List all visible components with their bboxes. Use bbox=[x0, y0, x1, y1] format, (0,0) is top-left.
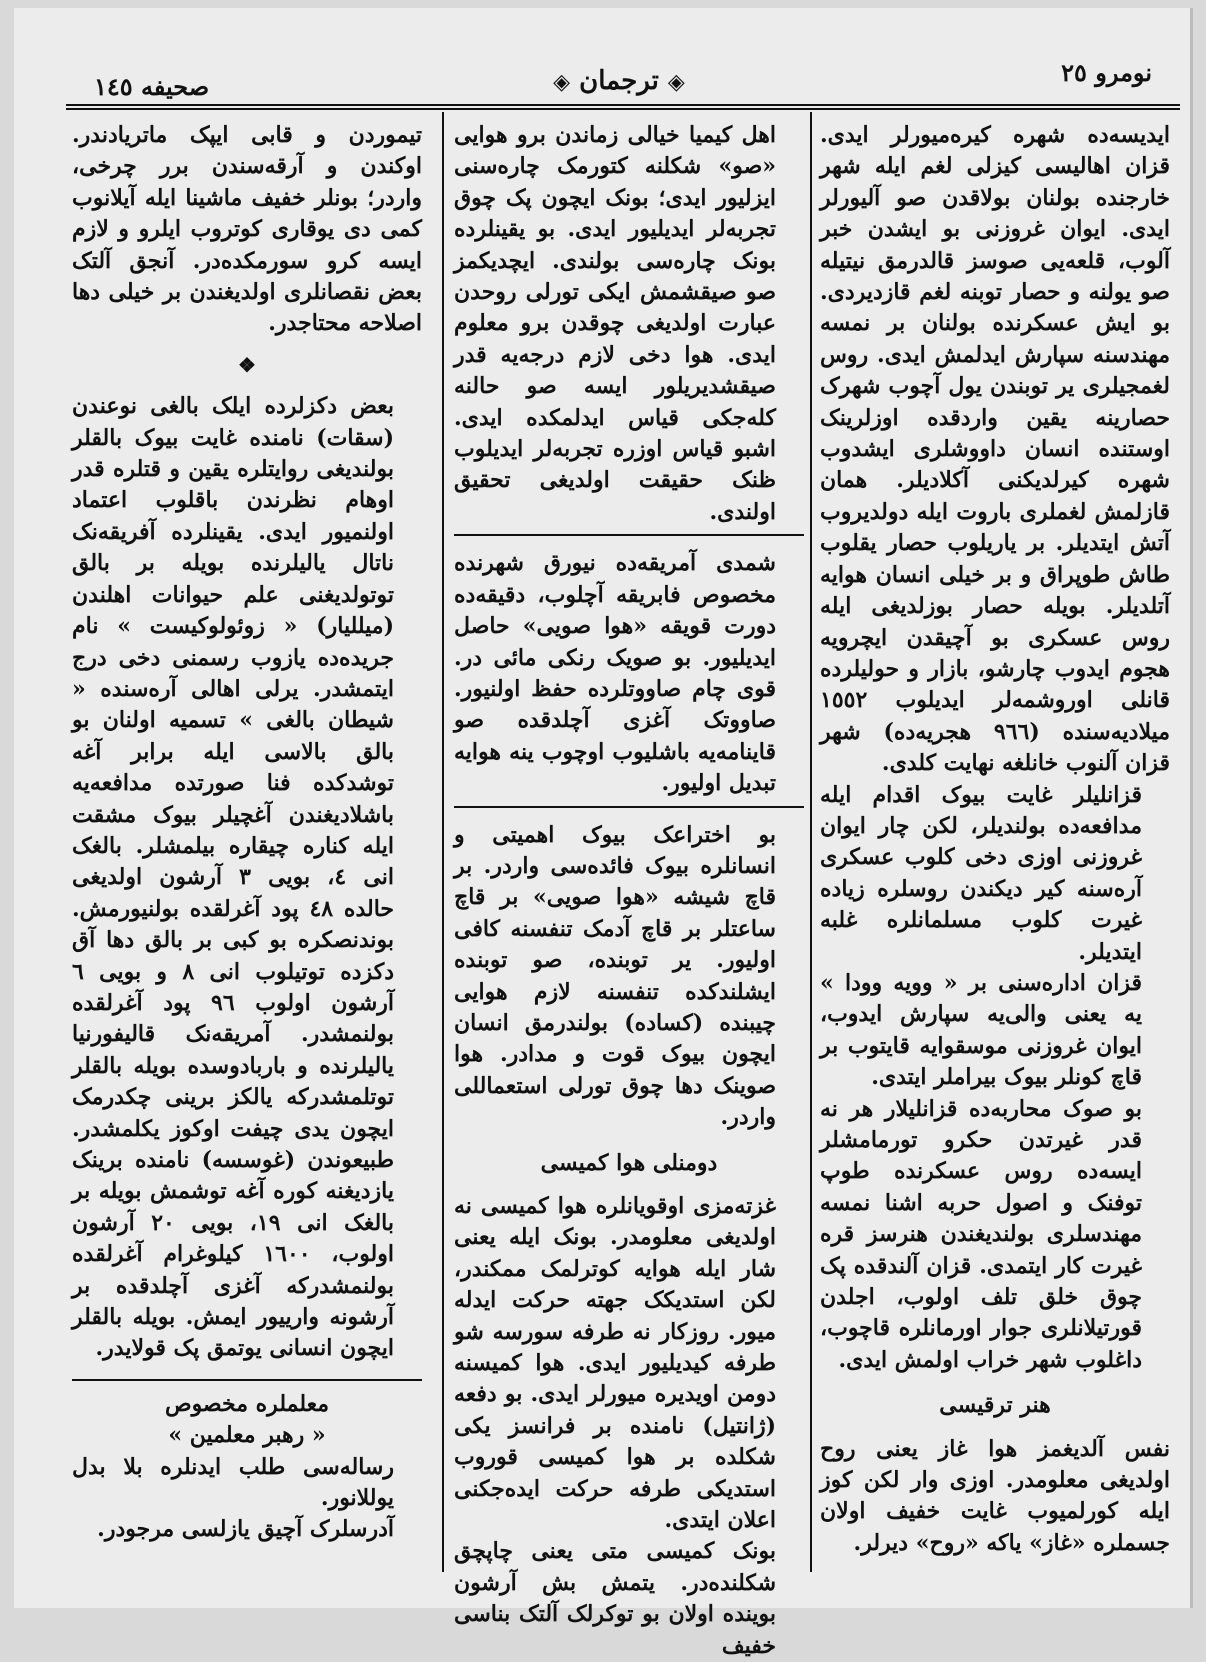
article-paragraph: بعض دکزلرده ایلک بالغی نوعندن (سقات) نامنده غایت بیوک بالقلر بولندیغی روایتلره یقین و قتلره قدر اوهام نظرندن باقلوب اعتماد اولنمیور ایدی. یقینلرده آفریقه‌نک ناتال یالیلرنده بویله بر بالق توتولدیغنی علم حیوانات اهلندن (میللیار) « زوئولوکیست » نام جریده‌ده یازوب رسمنی دخی درج ایتمشدر. یرلی اهالی آره‌سنده « شیطان بالغی » تسمیه اولنان بو بالق بالاسی ایله برابر آغه توشدکده فنا صورتده مدافعه‌یه باشلادیغندن آغچیلر بیوک مشقت ایله کناره چیقاره بیلمشلر. بالغک انی ٤، بویی ٣ آرشون اولدیغی حالده ٤٨ پود آغرلقده بولنیورمش. بوندنصکره بو کبی بر بالق دها آق دکزده توتیلوب انی ٨ و بویی ٦ آرشون اولوب ٩٦ پود آغرلقده بولنمشدر. آمریقه‌نک قالیفورنیا یالیلرنده و باربادوسده بویله بالقلر توتلمشدرکه یالکز برینی چکدرمک ایچون یدی چیفت اوکوز یکلمشدر. طبیعوندن (غوسسه) نامنده برینک یازدیغنه کوره آغه توشمش بویله بر بالغک انی ١٩، بویی ٢٠ آرشون اولوب، ١٦٠٠ کیلوغرام آغرلقده بولنمشدرکه آغزی آچلدقده بر آرشونه وارییور ایمش. بویله بالقلر ایچون انسانی یوتمق پک قولایدر. bbox=[72, 393, 395, 1362]
header-rule bbox=[66, 104, 1180, 110]
article-paragraph: بو اختراعک بیوک اهمیتی و انسانلره بیوک فائده‌سی واردر. بر قاچ شیشه «هوا صویی» بر قاچ ساعتلر بر قاچ آدمک تنفسنه کافی اولیور. یر توبنده، صو توبنده ایشلندکده تنفسنه لازم هوایی چیبنده (کساده) بولندرمق انسان ایچون بیوک قوت و مدادر. هوا صوینک دها چوق تورلی استعماللی واردر. bbox=[454, 821, 776, 1131]
section-heading: هنر ترقیسی bbox=[939, 1392, 1051, 1419]
article-paragraph: قزانلیلر غایت بیوک اقدام ایله مدافعه‌ده بولندیلر، لکن چار ایوان غروزنی اوزی دخی کلوب عسکری آره‌سنه کیر دیکندن روسلره زیاده غیرت کلوب مسلمانلره غلبه ایتدیلر. bbox=[820, 781, 1142, 965]
notice-rule bbox=[72, 1379, 422, 1381]
column-divider bbox=[810, 112, 812, 1572]
notice-footer: آدرسلرک آچیق یازلسی مرجودر. bbox=[97, 1516, 394, 1543]
separator-ornament-icon: ❖ bbox=[238, 352, 256, 377]
notice-text: رساله‌سی طلب ایدنلره بلا بدل یوللانور. bbox=[72, 1453, 394, 1512]
article-paragraph: قزان اداره‌سنی بر « وویه وودا » یه یعنی والی‌یه سپارش ایدوب، ایوان غروزنی موسقوایه قایتوب بر قاچ کونلر بیوک بیراملر ایتدی. bbox=[820, 969, 1142, 1091]
ornament-icon: ◈ bbox=[667, 69, 685, 95]
ornament-icon: ◈ bbox=[553, 69, 571, 95]
paragraph-rule bbox=[454, 534, 804, 536]
article-paragraph: غزته‌مزی اوقویانلره هوا کمیسی نه اولدیغی معلومدر. بونک ایله یعنی شار ایله هوایه کوترلمک ممکندر، لکن استدیکک جهته حرکت ایدله میور. روزکار نه طرفه سورسه شو طرفه کیدیلیور ایدی. هوا کمیسنه دومن اویدیره میورلر ایدی. بو دفعه (ژانتیل) نامنده بر فرانسز یکی شکلده بر هوا کمیسی قوروب استدیکی طرفه حرکت ایده‌جکنی اعلان ایتدی. bbox=[454, 1193, 776, 1534]
newspaper-page bbox=[14, 8, 1193, 1659]
notice-title: معلملره مخصوص bbox=[164, 1390, 330, 1417]
article-paragraph: بو صوک محاربه‌ده قزانلیلار هر نه قدر غیرتدن حکرو تورمامشلر ایسه‌ده روس عسکرنده طوپ توفنک و اصول حربه اشنا نمسه مهندسلری بولندیغندن هنرسز قره غیرت کار ایتمدی. قزان آلندقده پک چوق خلق تلف اولوب، اجلدن قورتیلانلری جوار اورمانلره قاچوب، داغلوب شهر خراب اولمش ایدی. bbox=[820, 1095, 1142, 1373]
middle-column bbox=[454, 120, 804, 1659]
article-paragraph: اهل کیمیا خیالی زماندن برو هوایی «صو» شکلنه کتورمک چاره‌سنی ایزلیور ایدی؛ بونک ایچون پک چوق تجربه‌لر ایدیلیور ایدی. بو یقینلرده بونک چاره‌سی بولندی. ایچدیکمز صو صیقشمش ایکی تورلی روحدن عبارت اولدیغی چوقدن برو معلوم ایدی. هوا دخی لازم درجه‌یه قدر صیقشدیریلور ایسه صو حالنه کله‌جکی قیاس ایدلمکده ایدی. اشبو قیاس اوزره تجربه‌لر ایدیلوب ظنک حقیقت اولدیغی تحقیق اولندی. bbox=[454, 122, 776, 525]
column-divider bbox=[442, 112, 444, 1572]
article-paragraph: تیموردن و قابی ایپک ماتریادندر. اوکندن و آرقه‌سندن برر چرخی، واردر؛ بونلر خفیف ماشینا ایله آیلانوب کمی دی یوقاری کوتروب ایلرو و لازم ایسه کرو سورمکده‌در. آنجق آلتک بعض نقصانلری اولدیغندن بر خیلی دها اصلاحه محتاجدر. bbox=[72, 122, 422, 337]
article-paragraph: بونک کمیسی متی یعنی چاپچق شکلنده‌در. یتمش بش آرشون بوینده اولان بو توکرلک آلتک بناسی خفیف bbox=[454, 1538, 776, 1659]
paragraph-rule bbox=[454, 806, 804, 808]
page-header bbox=[14, 38, 1190, 101]
left-column bbox=[72, 120, 422, 1565]
newspaper-title: ترجمان bbox=[579, 66, 659, 96]
article-paragraph: ایدیسه‌ده شهره کیره‌میورلر ایدی. قزان اهالیسی کیزلی لغم ایله شهر خارجنده بولنان بولاقدن صو آلیورلر ایدی. ایوان غروزنی بو ایشدن خبر آلوب، قلعه‌یی صوسز قالدرمق نیتیله صو یولنه و حصار توبنه لغم قازدیردی. بو ایش عسکرنده بولنان بر نمسه مهندسنه سپارش ایدلمش ایدی. روس لغمجیلری یر توبندن یول آچوب شهرک حصارینه یقین واردقده اوزلرینک اوستنده انسان داووشلری ایشدوب شهره کیرلدیکنی آکلادیلر. همان قازلمش لغملری باروت ایله دولدیروب آتش ایتدیلر. بر یاریلوب حصار یقلوب طاش طوپراق و بر خیلی انسان هوایه آتلدیلر. بویله حصار بوزلدیغی ایله روس عسکری بو آچیقدن ایچرویه هجوم ایدوب چارشو، بازار و حولیلرده قانلی اوروشمه‌لر ایدیلوب ١٥٥٢ میلادیه‌سنده (٩٦٦ هجریه‌ده) شهر قزان آلنوب خانلغه نهایت کلدی. bbox=[820, 122, 1171, 777]
page-number: صحيفه ١٤٥ bbox=[94, 72, 210, 101]
right-column bbox=[820, 120, 1170, 1565]
article-paragraph: شمدی آمریقه‌ده نیورق شهرنده مخصوص فابریقه آچلوب، دقیقه‌ده دورت قویقه «هوا صویی» حاصل ایدیلیور. بو صویک رنکی مائی در. قوی چام صاووتلرده حفظ اولنیور. صاووتک آغزی آچلدقده صو قاینامه‌یه باشلیوب اوچوب ینه هوایه تبدیل اولیور. bbox=[454, 550, 776, 797]
masthead-title bbox=[534, 66, 704, 96]
issue-number: نومرو ٢٥ bbox=[1061, 58, 1152, 87]
section-heading: دومنلی هوا کمیسی bbox=[540, 1149, 718, 1176]
notice-subtitle: « رهبر معلمین » bbox=[168, 1422, 326, 1449]
article-paragraph: نفس آلدیغمز هوا غاز یعنی روح اولدیغی معلومدر. اوزی وار لکن کوز ایله کورلمیوب غایت خفیف اولان جسملره «غاز» یاکه «روح» دیرلر. bbox=[820, 1435, 1170, 1556]
